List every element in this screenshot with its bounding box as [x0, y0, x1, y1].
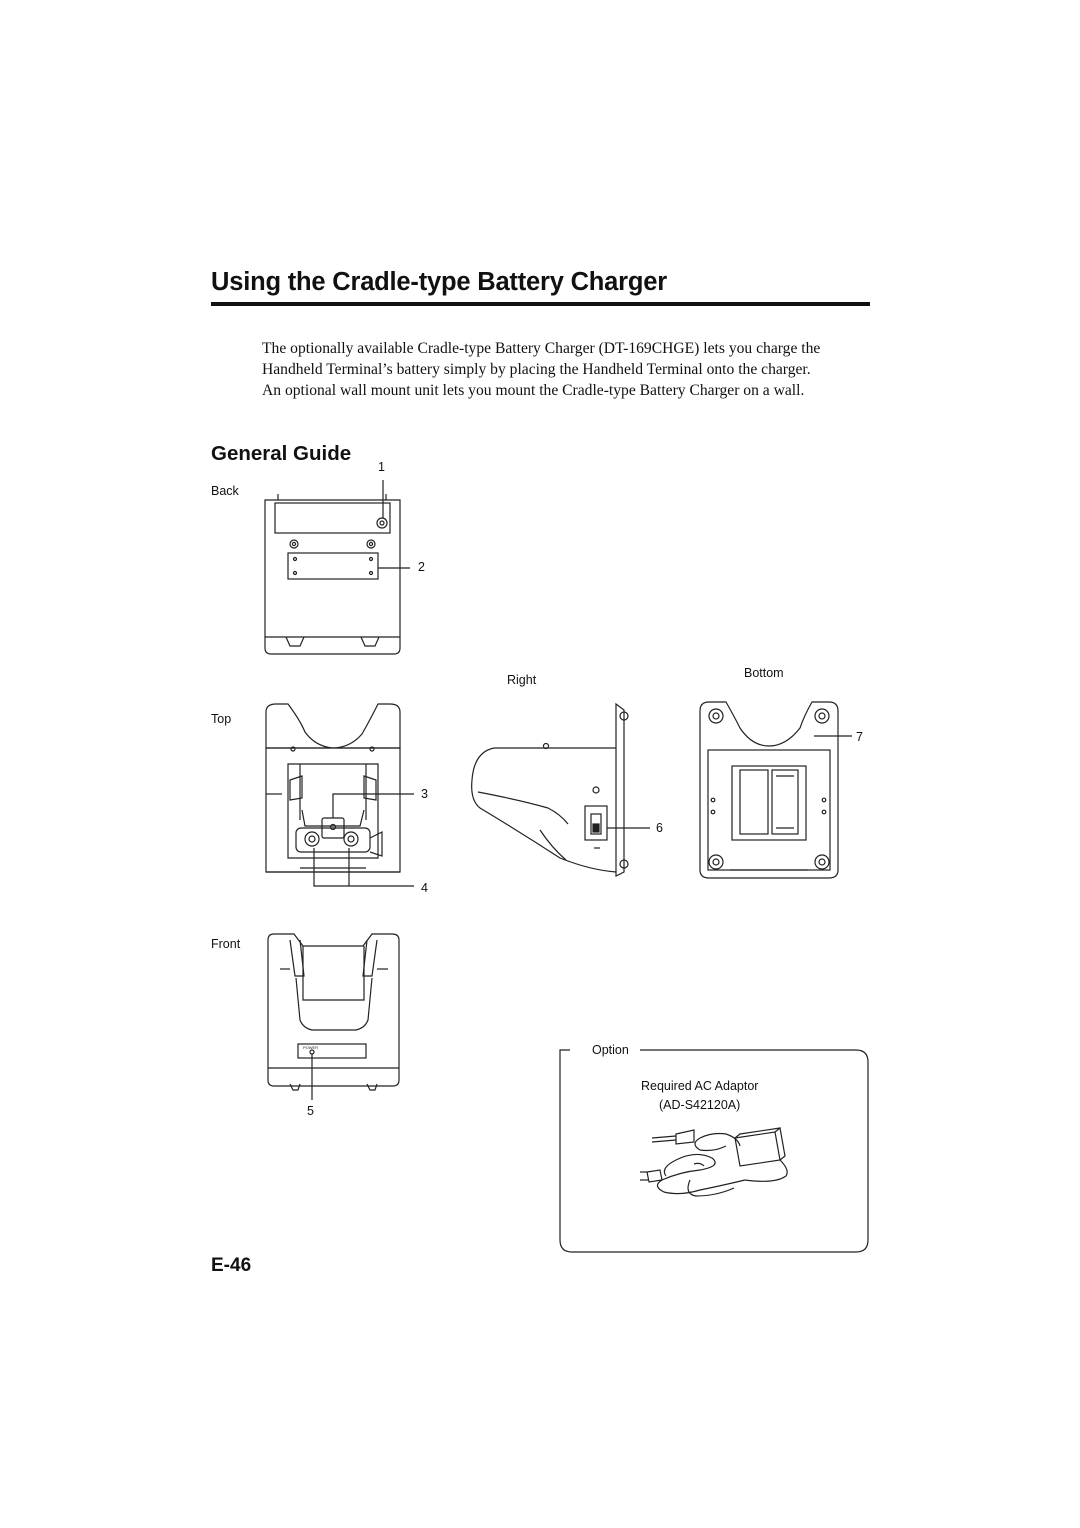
option-box: [560, 1050, 868, 1252]
ac-adaptor-drawing: [640, 1128, 787, 1196]
callout-1: 1: [378, 460, 385, 474]
front-view-drawing: [268, 934, 399, 1100]
page-title: Using the Cradle-type Battery Charger: [211, 268, 667, 296]
callout-3: 3: [421, 787, 428, 801]
view-label-top: Top: [211, 712, 232, 726]
callout-5: 5: [307, 1104, 314, 1118]
view-label-right: Right: [507, 673, 537, 687]
intro-paragraph-2: An optional wall mount unit lets you mount the Cradle-type Battery Charger on a wall.: [262, 382, 805, 399]
right-view-drawing: [472, 704, 650, 876]
callout-4: 4: [421, 881, 428, 895]
callout-7: 7: [856, 730, 863, 744]
option-item-model: (AD-S42120A): [659, 1098, 741, 1112]
section-heading: General Guide: [211, 442, 352, 465]
option-item-name: Required AC Adaptor: [641, 1079, 759, 1093]
power-marking: POWER: [303, 1045, 319, 1050]
view-label-bottom: Bottom: [744, 666, 784, 680]
top-view-drawing: [266, 704, 414, 886]
intro-paragraph-1: The optionally available Cradle-type Battery Charger (DT-169CHGE) lets you charge the Handheld Terminal’s battery simply by placing the Handheld Terminal onto the charger.: [262, 340, 821, 378]
back-view-drawing: [265, 480, 410, 654]
page-number: E-46: [211, 1255, 252, 1276]
view-label-front: Front: [211, 937, 241, 951]
view-label-back: Back: [211, 484, 239, 498]
callout-2: 2: [418, 560, 425, 574]
option-box-title: Option: [589, 1043, 632, 1057]
bottom-view-drawing: [700, 702, 852, 878]
callout-6: 6: [656, 821, 663, 835]
